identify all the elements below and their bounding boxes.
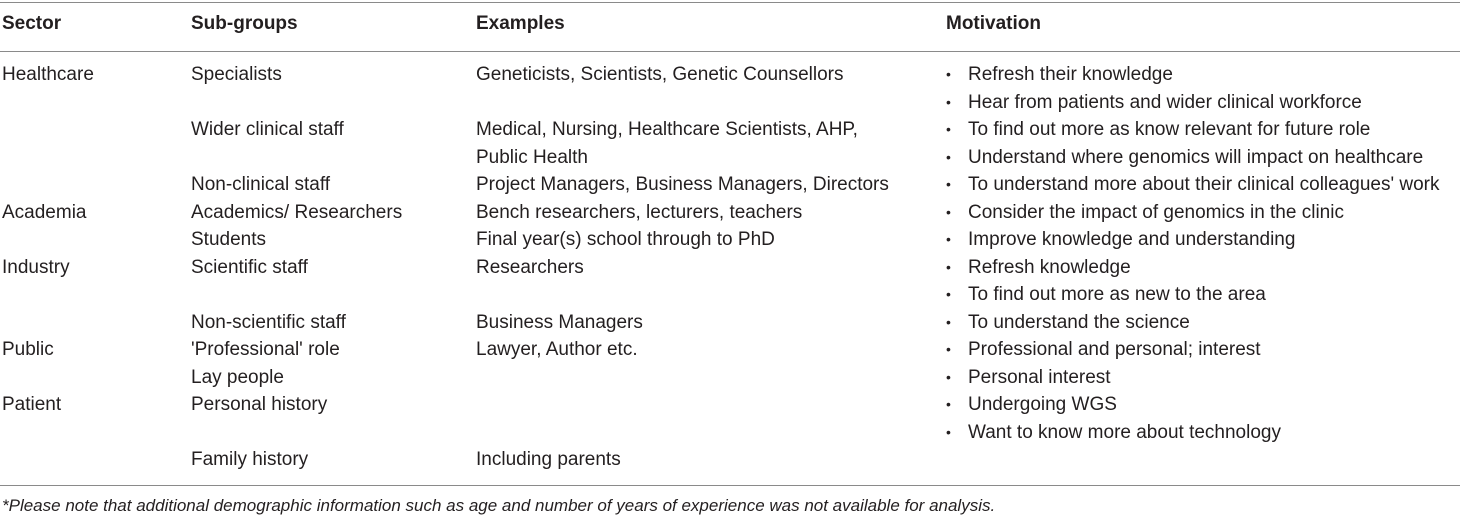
bullet-icon: • [946, 313, 951, 330]
bullet-icon: • [946, 176, 951, 192]
cell-sector: Academia [2, 201, 87, 223]
cell-motivation: Refresh their knowledge [968, 64, 1173, 85]
header-motivation: Motivation [946, 13, 1041, 34]
table-row [0, 254, 1460, 281]
table-footnote: *Please note that additional demographic information such as age and number of years of experience was not available for analysis. [2, 496, 996, 515]
cell-subgroup: Wider clinical staff [191, 119, 344, 140]
bullet-icon: • [946, 286, 951, 302]
cell-sector: Industry [2, 256, 70, 278]
cell-subgroup: Non-scientific staff [191, 311, 346, 333]
cell-motivation: To understand the science [968, 311, 1190, 333]
bullet-icon: • [946, 121, 951, 137]
cell-motivation: To find out more as know relevant for future role [968, 119, 1371, 140]
cell-subgroup: Lay people [191, 366, 284, 388]
cell-example: Geneticists, Scientists, Genetic Counsellors [476, 64, 844, 85]
cell-subgroup: Academics/ Researchers [191, 201, 403, 223]
cell-example: Researchers [476, 256, 584, 278]
cell-subgroup: Personal history [191, 394, 328, 415]
bullet-icon: • [946, 203, 951, 220]
bullet-icon: • [946, 231, 951, 247]
cell-example: Business Managers [476, 311, 643, 333]
cell-motivation: To understand more about their clinical colleagues' work [968, 174, 1440, 195]
cell-motivation: Hear from patients and wider clinical workforce [968, 91, 1362, 113]
table-row [0, 419, 1460, 446]
table-row [0, 364, 1460, 391]
cell-motivation: Refresh knowledge [968, 256, 1131, 278]
table-row [0, 89, 1460, 116]
cell-subgroup: Family history [191, 449, 309, 470]
header-sector: Sector [2, 13, 62, 34]
table-row [0, 199, 1460, 226]
bullet-icon: • [946, 423, 951, 440]
table-row [0, 226, 1460, 253]
table-bottom-rule [0, 485, 1460, 486]
cell-subgroup: Specialists [191, 64, 282, 85]
header-examples: Examples [476, 13, 565, 34]
cell-example: Medical, Nursing, Healthcare Scientists, AHP, [476, 119, 858, 140]
cell-example: Public Health [476, 146, 588, 168]
bullet-icon: • [946, 66, 951, 82]
table-row [0, 281, 1460, 308]
header-subgroups: Sub-groups [191, 13, 298, 34]
cell-example: Project Managers, Business Managers, Directors [476, 174, 889, 195]
table-header-row [0, 13, 1460, 41]
table-row [0, 391, 1460, 418]
cell-motivation: Undergoing WGS [968, 394, 1117, 415]
table-row [0, 309, 1460, 336]
cell-motivation: Want to know more about technology [968, 421, 1281, 443]
cell-motivation: Improve knowledge and understanding [968, 229, 1296, 250]
table-row [0, 171, 1460, 198]
cell-subgroup: Students [191, 229, 266, 250]
table-row [0, 446, 1460, 473]
bullet-icon: • [946, 93, 951, 110]
bullet-icon: • [946, 148, 951, 165]
cell-example: Final year(s) school through to PhD [476, 229, 775, 250]
cell-subgroup: 'Professional' role [191, 339, 340, 360]
cell-motivation: Professional and personal; interest [968, 339, 1261, 360]
bullet-icon: • [946, 396, 951, 412]
table-row [0, 144, 1460, 171]
cell-example: Bench researchers, lecturers, teachers [476, 201, 803, 223]
cell-motivation: Consider the impact of genomics in the clinic [968, 201, 1344, 223]
cell-sector: Healthcare [2, 64, 94, 85]
cell-subgroup: Non-clinical staff [191, 174, 331, 195]
table-header-rule [0, 51, 1460, 52]
bullet-icon: • [946, 368, 951, 385]
cell-motivation: Understand where genomics will impact on healthcare [968, 146, 1424, 168]
cell-sector: Patient [2, 394, 62, 415]
table-row [0, 61, 1460, 88]
cell-motivation: To find out more as new to the area [968, 284, 1266, 305]
table-row [0, 116, 1460, 143]
table-top-rule [0, 2, 1460, 3]
cell-sector: Public [2, 339, 54, 360]
bullet-icon: • [946, 341, 951, 357]
cell-example: Lawyer, Author etc. [476, 339, 638, 360]
table-row [0, 336, 1460, 363]
cell-example: Including parents [476, 449, 621, 470]
bullet-icon: • [946, 258, 951, 275]
cell-subgroup: Scientific staff [191, 256, 308, 278]
cell-motivation: Personal interest [968, 366, 1111, 388]
